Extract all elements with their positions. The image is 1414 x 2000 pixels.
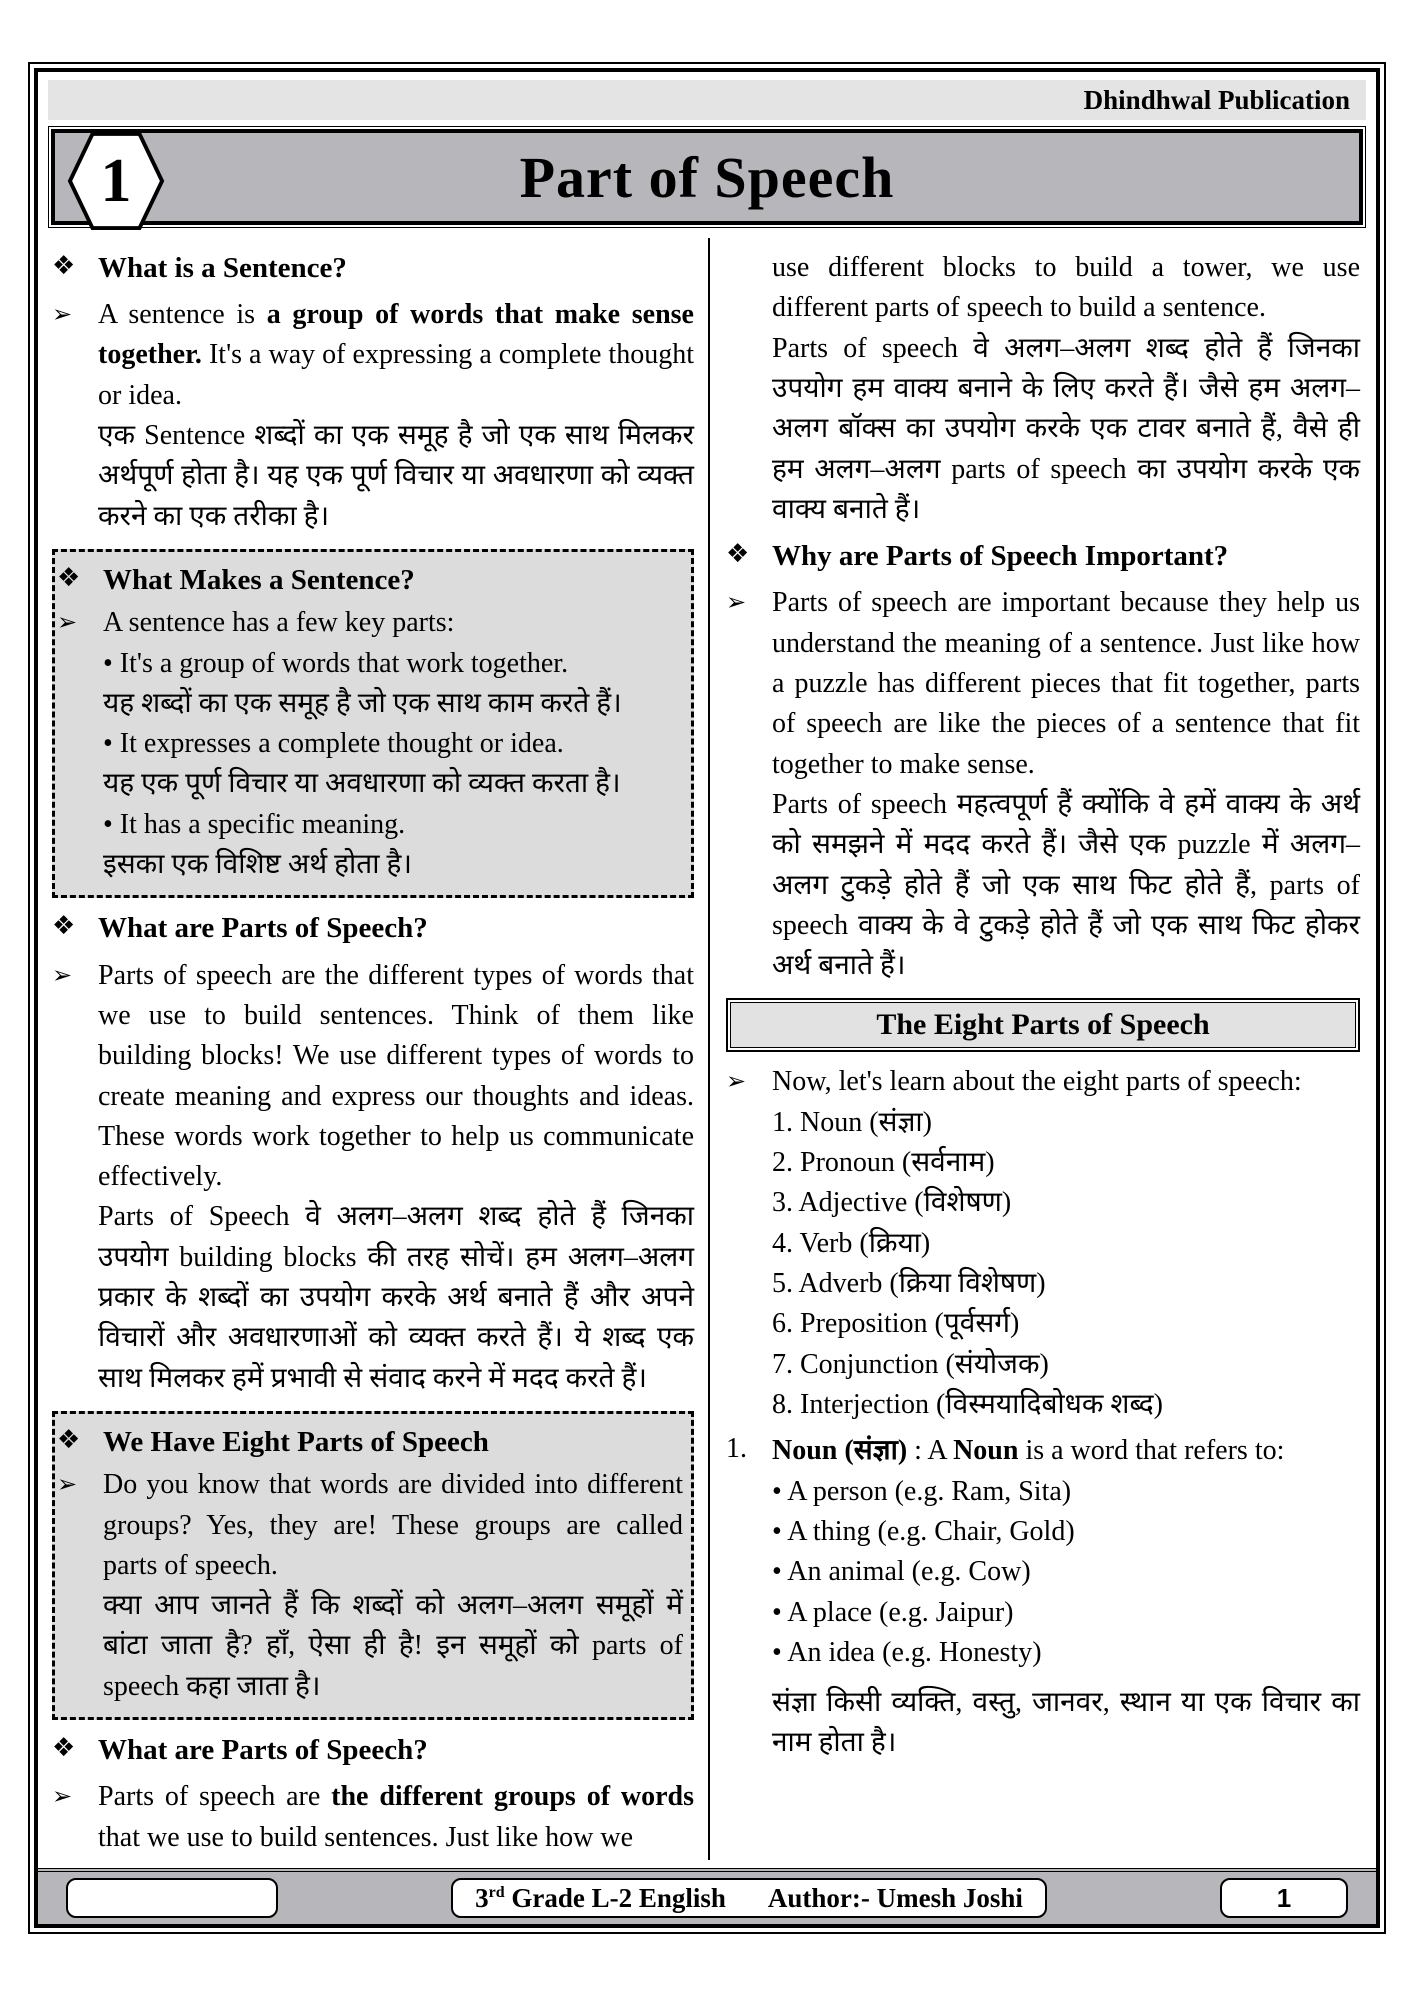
box-heading: What Makes a Sentence?	[103, 564, 415, 597]
section-what-are-parts-of-speech	[52, 908, 694, 949]
list-item-pronoun: 2. Pronoun (सर्वनाम)	[772, 1147, 995, 1179]
chapter-title: Part of Speech	[519, 144, 895, 210]
chapter-banner-outer	[48, 126, 1366, 228]
right-column	[710, 238, 1366, 1860]
list-intro: Now, let's learn about the eight parts of speech:	[772, 1066, 1302, 1098]
section-heading: What are Parts of Speech?	[98, 1734, 428, 1767]
text-segment: It's a way of expressing a complete thought or idea.	[98, 339, 694, 411]
continuation-paragraph	[726, 248, 1360, 530]
section-heading: What is a Sentence?	[98, 252, 347, 284]
publication-strip	[48, 80, 1366, 120]
arrow-bullet: ➢	[57, 608, 78, 637]
diamond-bullet: ❖	[57, 1425, 81, 1456]
chapter-number: 1	[100, 146, 132, 215]
footer-grade-label	[475, 1883, 726, 1914]
left-column	[48, 238, 708, 1860]
box-heading: We Have Eight Parts of Speech	[103, 1426, 489, 1459]
footer-empty-box	[66, 1878, 278, 1918]
arrow-bullet: ➢	[52, 960, 73, 989]
paragraph-hindi: Parts of Speech वे अलग–अलग शब्द होते हैं जिनका उपयोग building blocks की तरह सोचें। हम अलग–अलग प्रकार के शब्दों का उपयोग करके अर्थ बनाते हैं और अपने विचारों और अवधारणाओं को व्यक्त करते हैं। ये शब्द एक साथ मिलकर हमें प्रभावी से संवाद करने में मदद करते हैं।	[98, 1201, 694, 1394]
text-segment-bold: Noun	[953, 1435, 1019, 1467]
box-line-hindi: यह एक पूर्ण विचार या अवधारणा को व्यक्त करता है।	[103, 768, 621, 800]
box-intro: A sentence has a few key parts:	[103, 607, 455, 639]
noun-bullet-thing: • A thing (e.g. Chair, Gold)	[772, 1515, 1075, 1547]
noun-paragraph-hindi: संज्ञा किसी व्यक्ति, वस्तु, जानवर, स्थान या एक विचार का नाम होता है।	[772, 1687, 1360, 1759]
arrow-bullet: ➢	[52, 1782, 73, 1811]
diamond-bullet: ❖	[52, 1733, 76, 1764]
paragraph-english	[98, 1777, 694, 1858]
box-line-english: • It's a group of words that work together.	[103, 647, 569, 679]
paragraph-english: Parts of speech are important because they help us understand the meaning of a sentence. Just like how a puzzle has different pieces that fit together, parts of speech are like the pieces of a sentence that fit together to make sense.	[772, 587, 1360, 780]
list-item-conjunction: 7. Conjunction (संयोजक)	[772, 1348, 1049, 1380]
noun-bullet-idea: • An idea (e.g. Honesty)	[772, 1636, 1042, 1668]
highlight-box-what-makes-a-sentence	[52, 549, 694, 898]
box-line-english: • It has a specific meaning.	[103, 808, 406, 840]
arrow-bullet: ➢	[52, 300, 73, 329]
paragraph-hindi: Parts of speech वे अलग–अलग शब्द होते हैं जिनका उपयोग हम वाक्य बनाने के लिए करते हैं। जैसे हम अलग–अलग बॉक्स का उपयोग करके एक टावर बनाते हैं, वैसे ही हम अलग–अलग parts of speech का उपयोग करके एक वाक्य बनाते हैं।	[772, 332, 1360, 525]
section-heading: What are Parts of Speech?	[98, 912, 428, 945]
page-number: 1	[1276, 1882, 1292, 1913]
box-line-hindi: इसका एक विशिष्ट अर्थ होता है।	[103, 849, 412, 881]
publication-name: Dhindhwal Publication	[1083, 84, 1350, 115]
paragraph-english: Parts of speech are the different types of words that we use to build sentences. Think of them like building blocks! We use different types of words to create meaning and express our thoughts and ideas. These words work together to help us communicate effectively.	[98, 959, 694, 1193]
paragraph-english	[98, 295, 694, 416]
text-segment-bold: the different groups of words	[331, 1781, 694, 1813]
grade-ordinal-suffix: rd	[488, 1883, 505, 1901]
paragraph-hindi: Parts of speech महत्वपूर्ण हैं क्योंकि वे हमें वाक्य के अर्थ को समझने में मदद करते हैं। जैसे एक puzzle में अलग–अलग टुकड़े होते हैं जो एक साथ फिट होते हैं, parts of speech वाक्य के वे टुकड़े होते हैं जो एक साथ फिट होकर अर्थ बनाते हैं।	[772, 788, 1360, 982]
text-segment: A sentence is	[98, 299, 267, 331]
page-inner-frame	[34, 68, 1380, 1928]
section-what-is-a-sentence	[52, 248, 694, 289]
number-marker: 1.	[726, 1433, 747, 1465]
box-line-english: • It expresses a complete thought or idea.	[103, 728, 564, 760]
noun-bullet-animal: • An animal (e.g. Cow)	[772, 1556, 1031, 1588]
highlight-box-eight-parts	[52, 1411, 694, 1720]
noun-bullet-place: • A place (e.g. Jaipur)	[772, 1596, 1014, 1628]
list-item-preposition: 6. Preposition (पूर्वसर्ग)	[772, 1308, 1020, 1340]
list-item-noun: 1. Noun (संज्ञा)	[772, 1106, 932, 1138]
diamond-bullet: ❖	[52, 911, 76, 942]
eight-parts-heading-box-outer	[726, 998, 1360, 1052]
diamond-bullet: ❖	[726, 539, 750, 570]
footer-author-label: Author:- Umesh Joshi	[767, 1882, 1023, 1913]
arrow-bullet: ➢	[726, 588, 747, 617]
paragraph-block	[52, 295, 694, 537]
grade-number: 3	[475, 1882, 489, 1913]
paragraph-block	[726, 583, 1360, 986]
box-paragraph-english: Do you know that words are divided into different groups? Yes, they are! These groups are called parts of speech.	[103, 1469, 683, 1581]
text-segment: that we use to build sentences. Just like how we	[98, 1821, 634, 1853]
page-outer-frame	[28, 62, 1386, 1934]
box-heading-row	[57, 1422, 683, 1463]
text-segment-bold: Noun (संज्ञा)	[772, 1435, 908, 1467]
box-body-row	[57, 1465, 683, 1707]
box-body-row	[57, 603, 683, 885]
paragraph-block	[52, 1777, 694, 1858]
eight-parts-list-block	[726, 1062, 1360, 1425]
text-segment-bold: a group of words that make sense together.	[98, 299, 694, 371]
box-line-hindi: यह शब्दों का एक समूह है जो एक साथ काम करते हैं।	[103, 687, 622, 719]
section-heading: Why are Parts of Speech Important?	[772, 540, 1229, 573]
noun-definition-block	[726, 1431, 1360, 1764]
page-number-box	[1220, 1878, 1348, 1918]
section-why-important	[726, 536, 1360, 577]
diamond-bullet: ❖	[57, 563, 81, 594]
diamond-bullet: ❖	[52, 251, 76, 281]
grade-rest: Grade L-2 English	[504, 1882, 726, 1913]
paragraph-block	[52, 956, 694, 1399]
text-segment: is a word that refers to:	[1018, 1435, 1285, 1467]
paragraph-hindi: एक Sentence शब्दों का एक समूह है जो एक साथ मिलकर अर्थपूर्ण होता है। यह एक पूर्ण विचार या अवधारणा को व्यक्त करने का एक तरीका है।	[98, 420, 694, 532]
paragraph-english: use different blocks to build a tower, we use different parts of speech to build a sentence.	[772, 252, 1360, 324]
chapter-banner	[51, 129, 1363, 225]
empty-marker	[726, 248, 772, 530]
noun-definition-line	[772, 1431, 1360, 1471]
text-segment: Parts of speech are	[98, 1781, 332, 1813]
noun-bullet-person: • A person (e.g. Ram, Sita)	[772, 1475, 1072, 1507]
footer-title-box	[451, 1878, 1047, 1918]
box-heading-row	[57, 560, 683, 601]
eight-parts-heading: The Eight Parts of Speech	[730, 1002, 1356, 1048]
arrow-bullet: ➢	[57, 1470, 78, 1499]
section-what-are-parts-of-speech-2	[52, 1730, 694, 1771]
text-segment: : A	[907, 1435, 954, 1467]
two-column-body	[48, 238, 1366, 1860]
box-paragraph-hindi: क्या आप जानते हैं कि शब्दों को अलग–अलग समूहों में बांटा जाता है? हाँ, ऐसा ही है! इन समूहों को parts of speech कहा जाता है।	[103, 1590, 683, 1702]
list-item-interjection: 8. Interjection (विस्मयादिबोधक शब्द)	[772, 1388, 1163, 1420]
list-item-verb: 4. Verb (क्रिया)	[772, 1227, 931, 1259]
chapter-number-hexagon	[67, 132, 165, 230]
list-item-adverb: 5. Adverb (क्रिया विशेषण)	[772, 1268, 1046, 1300]
page-footer	[38, 1868, 1376, 1924]
arrow-bullet: ➢	[726, 1067, 747, 1096]
list-item-adjective: 3. Adjective (विशेषण)	[772, 1187, 1012, 1219]
